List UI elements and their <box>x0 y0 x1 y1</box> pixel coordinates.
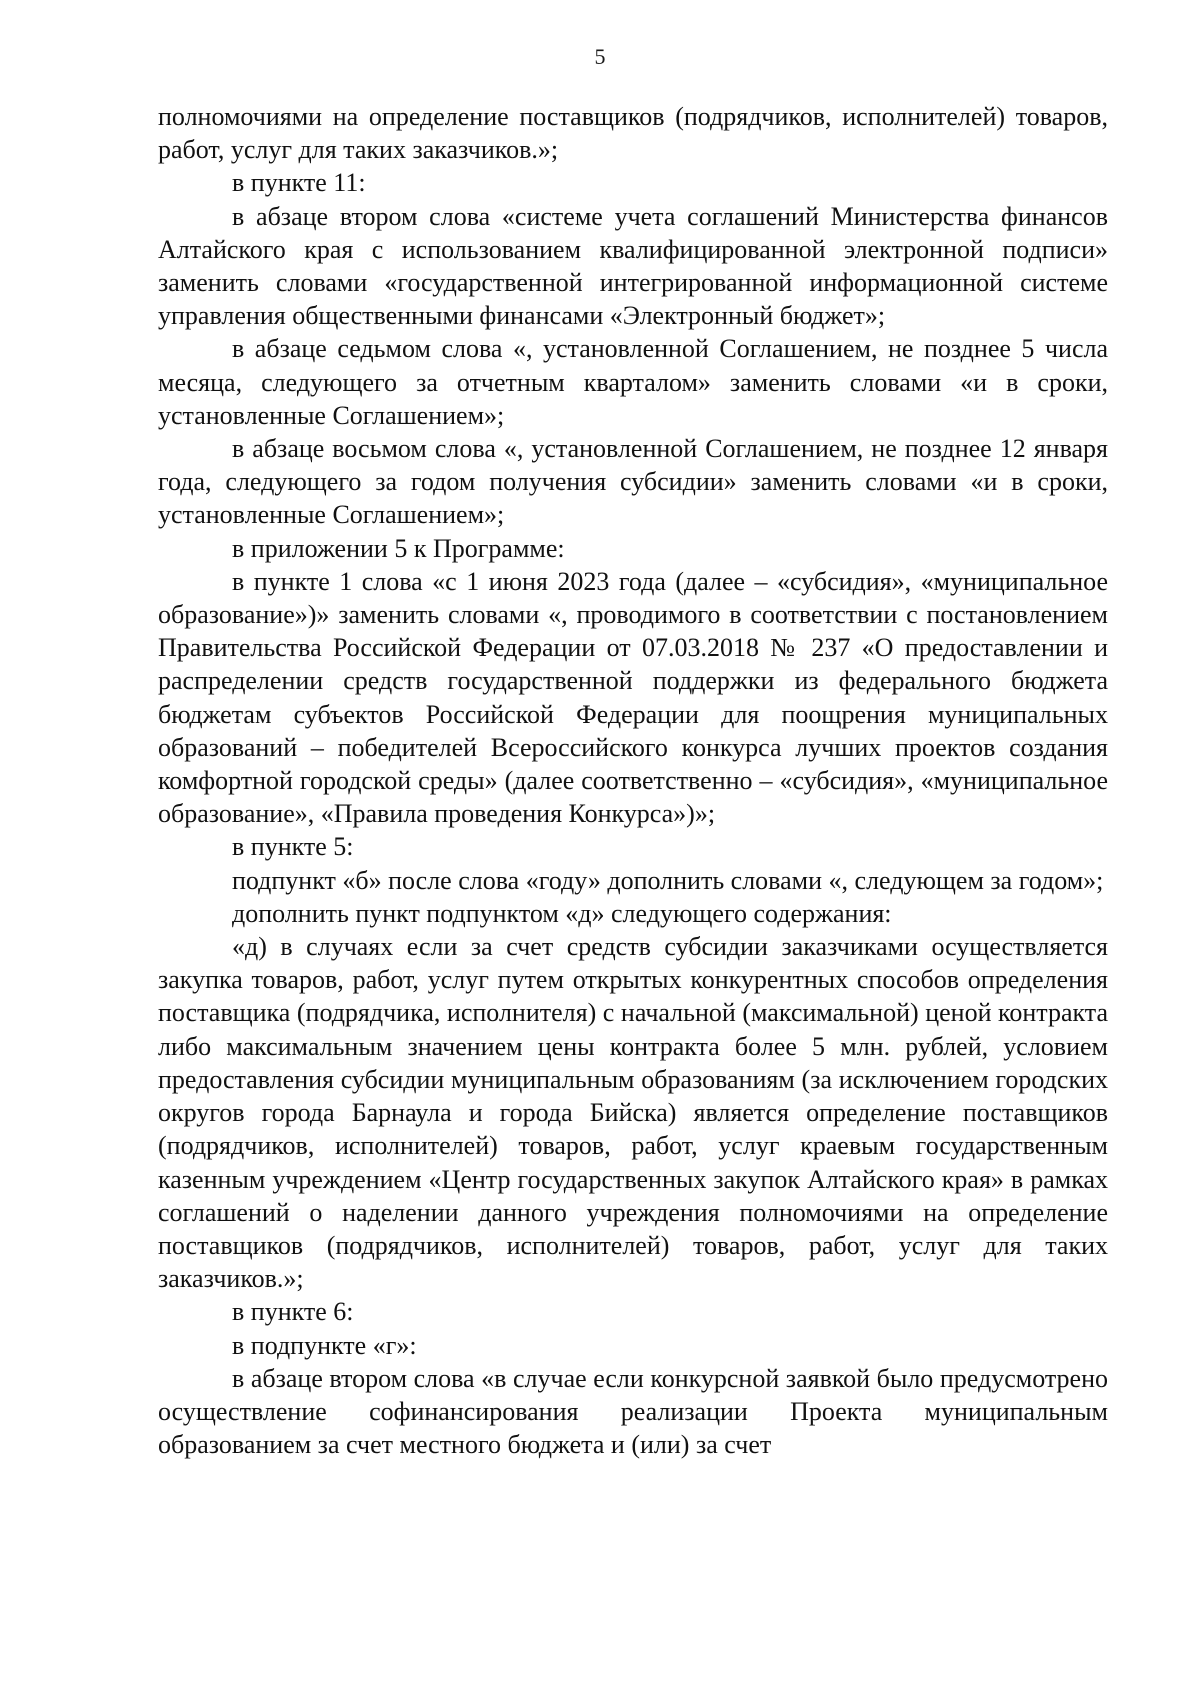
paragraph: в абзаце восьмом слова «, установленной Соглашением, не позднее 12 января года, следующего за годом получения субсидии» заменить словами «и в сроки, установленные Соглашением»; <box>158 434 1108 530</box>
paragraph: в пункте 11: <box>232 168 366 198</box>
paragraph: дополнить пункт подпунктом «д» следующего содержания: <box>232 898 892 928</box>
paragraph: в пункте 6: <box>232 1297 354 1327</box>
page-number: 5 <box>594 44 606 69</box>
paragraph: в абзаце седьмом слова «, установленной Соглашением, не позднее 5 числа месяца, следующего за отчетным кварталом» заменить словами «и в сроки, установленные Соглашением»; <box>158 334 1108 430</box>
paragraph: полномочиями на определение поставщиков (подрядчиков, исполнителей) товаров, работ, услуг для таких заказчиков.»; <box>158 102 1108 165</box>
document-body <box>158 100 1108 1461</box>
paragraph: «д) в случаях если за счет средств субсидии заказчиками осуществляется закупка товаров, работ, услуг путем открытых конкурентных способов определения поставщика (подрядчика, исполнителя) с начальной (максимальной) ценой контракта либо максимальным значением цены контракта более 5 млн. рублей, условием предоставления субсидии муниципальным образованиям (за исключением городских округов города Барнаула и города Бийска) является определение поставщиков (подрядчиков, исполнителей) товаров, работ, услуг краевым государственным казенным учреждением «Центр государственных закупок Алтайского края» в рамках соглашений о наделении данного учреждения полномочиями на определение поставщиков (подрядчиков, исполнителей) товаров, работ, услуг для таких заказчиков.»; <box>158 932 1108 1294</box>
paragraph: в пункте 5: <box>232 832 354 862</box>
paragraph: в приложении 5 к Программе: <box>232 533 565 563</box>
paragraph: в пункте 1 слова «с 1 июня 2023 года (далее – «субсидия», «муниципальное образование»)» заменить словами «, проводимого в соответствии с постановлением Правительства Российской Федерации от 07.03.2018 № 237 «О предоставлении и распределении средств государственной поддержки из федерального бюджета бюджетам субъектов Российской Федерации для поощрения муниципальных образований – победителей Всероссийского конкурса лучших проектов создания комфортной городской среды» (далее соответственно – «субсидия», «муниципальное образование», «Правила проведения Конкурса»)»; <box>158 566 1108 829</box>
paragraph: подпункт «б» после слова «году» дополнить словами «, следующем за годом»; <box>232 865 1104 895</box>
paragraph: в подпункте «г»: <box>232 1330 417 1360</box>
paragraph: в абзаце втором слова «в случае если конкурсной заявкой было предусмотрено осуществление софинансирования реализации Проекта муниципальным образованием за счет местного бюджета и (или) за счет <box>158 1363 1108 1460</box>
paragraph: в абзаце втором слова «системе учета соглашений Министерства финансов Алтайского края с использованием квалифицированной электронной подписи» заменить словами «государственной интегрированной информационной системе управления общественными финансами «Электронный бюджет»; <box>158 201 1108 331</box>
